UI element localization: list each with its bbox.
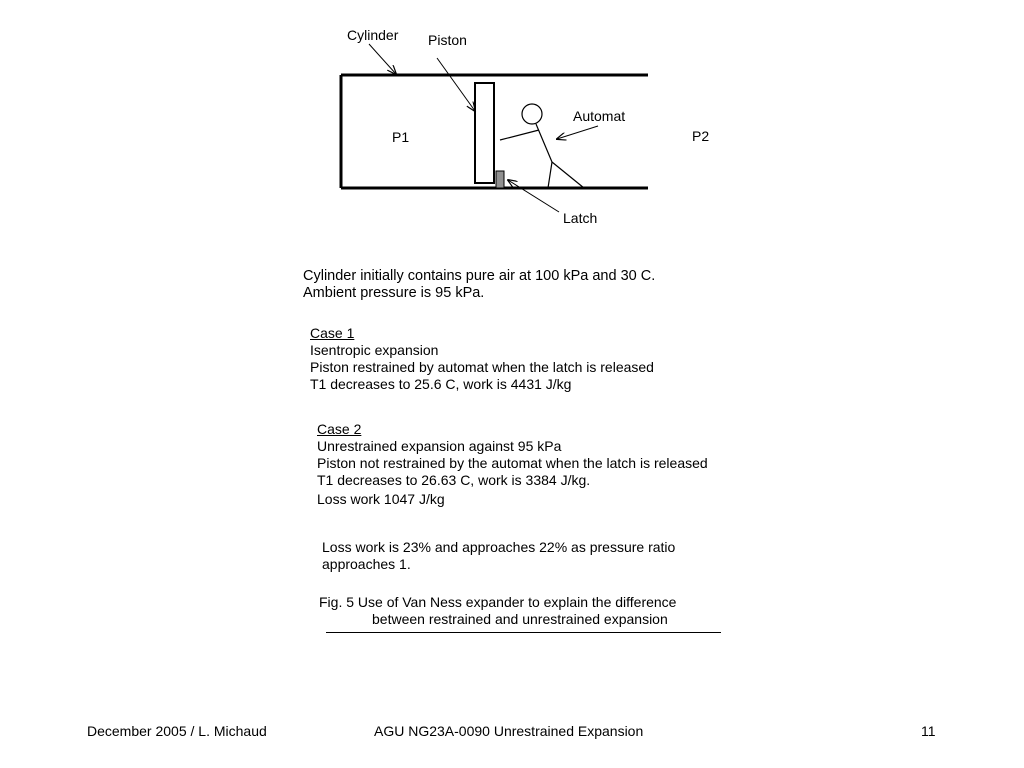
van-ness-expander-diagram [0,0,1024,260]
figure-caption [319,594,676,628]
caption-rule [326,632,721,633]
cylinder-label: Cylinder [347,27,399,43]
caption-line-1: Fig. 5 Use of Van Ness expander to explain the difference [319,594,677,610]
footer-page-number: 11 [921,723,936,739]
latch-label: Latch [563,210,598,226]
case-1-title: Case 1 [310,325,355,341]
p2-label: P2 [692,128,710,144]
footer-date-author: December 2005 / L. Michaud [87,723,267,739]
automat-label: Automat [573,108,626,124]
automat-arrow [557,126,598,139]
p1-label: P1 [392,129,410,145]
cylinder-arrow [369,44,396,74]
caption-line-2: between restrained and unrestrained expansion [372,611,668,627]
footer-title: AGU NG23A-0090 Unrestrained Expansion [374,723,644,739]
intro-text [303,268,655,302]
case-2-line: Loss work 1047 J/kg [317,491,445,507]
case-1-line: Isentropic expansion [310,342,439,358]
case-1-line: Piston restrained by automat when the latch is released [310,359,654,375]
automat-figure [500,104,584,188]
case-2-block [317,421,708,508]
latch-shape [496,171,504,188]
intro-line-2: Ambient pressure is 95 kPa. [303,285,485,301]
piston-shape [475,83,494,183]
case-2-title: Case 2 [317,421,362,437]
case-2-line: Unrestrained expansion against 95 kPa [317,438,562,454]
intro-line-1: Cylinder initially contains pure air at 100 kPa and 30 C. [303,268,656,284]
loss-note [322,539,675,573]
case-1-line: T1 decreases to 25.6 C, work is 4431 J/kg [310,376,572,392]
case-2-line: T1 decreases to 26.63 C, work is 3384 J/kg. [317,472,591,488]
case-1-block [310,325,654,393]
case-2-line: Piston not restrained by the automat when the latch is released [317,455,708,471]
piston-arrow [437,58,475,111]
loss-note-line-2: approaches 1. [322,556,411,572]
latch-arrow [508,180,559,212]
loss-note-line-1: Loss work is 23% and approaches 22% as pressure ratio [322,539,676,555]
piston-label: Piston [428,32,467,48]
